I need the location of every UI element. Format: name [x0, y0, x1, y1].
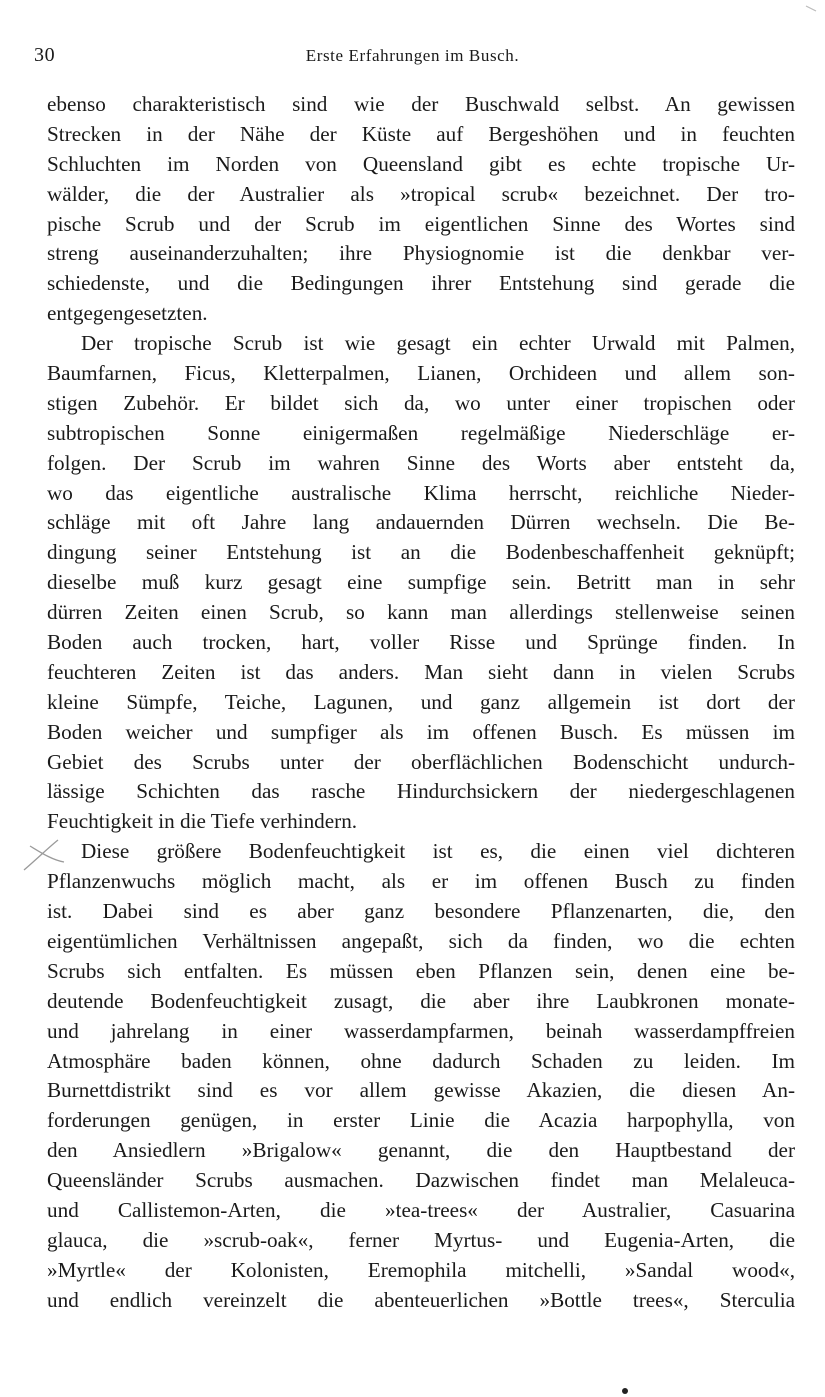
text-line: streng auseinanderzuhalten; ihre Physiognomie ist die denkbar ver- [47, 241, 795, 266]
text-line: Queensländer Scrubs ausmachen. Dazwischen findet man Melaleuca- [47, 1168, 795, 1193]
text-line: wälder, die der Australier als »tropical scrub« bezeichnet. Der tro- [47, 181, 795, 206]
text-line: »Myrtle« der Kolonisten, Eremophila mitchelli, »Sandal wood«, [47, 1257, 795, 1282]
text-line: feuchteren Zeiten ist das anders. Man sieht dann in vielen Scrubs [47, 659, 795, 684]
text-line: Baumfarnen, Ficus, Kletterpalmen, Lianen, Orchideen und allem son- [47, 361, 795, 386]
text-line: schiedenste, und die Bedingungen ihrer Entstehung sind gerade die [47, 271, 795, 296]
running-head [34, 44, 791, 70]
text-line: forderungen genügen, in erster Linie die Acazia harpophylla, von [47, 1108, 795, 1133]
text-line: Der tropische Scrub ist wie gesagt ein echter Urwald mit Palmen, [81, 331, 795, 356]
text-line: Strecken in der Nähe der Küste auf Bergeshöhen und in feuchten [47, 121, 795, 146]
text-line: lässige Schichten das rasche Hindurchsickern der niedergeschlagenen [47, 779, 795, 804]
text-line: schläge mit oft Jahre lang andauernden Dürren wechseln. Die Be- [47, 510, 795, 535]
text-line: Feuchtigkeit in die Tiefe verhindern. [47, 809, 358, 834]
text-line: dieselbe muß kurz gesagt eine sumpfige sein. Betritt man in sehr [47, 570, 795, 595]
page-number: 30 [34, 44, 56, 66]
text-line: Diese größere Bodenfeuchtigkeit ist es, die einen viel dichteren [81, 839, 795, 864]
ink-dot [622, 1388, 628, 1394]
text-line: wo das eigentliche australische Klima herrscht, reichliche Nieder- [47, 480, 795, 505]
text-line: dingung seiner Entstehung ist an die Bodenbeschaffenheit geknüpft; [47, 540, 795, 565]
text-line: Atmosphäre baden können, ohne dadurch Schaden zu leiden. Im [47, 1048, 795, 1073]
text-line: entgegengesetzten. [47, 301, 208, 326]
text-line: glauca, die »scrub-oak«, ferner Myrtus- und Eugenia-Arten, die [47, 1227, 795, 1252]
text-line: Burnettdistrikt sind es vor allem gewisse Akazien, die diesen An- [47, 1078, 795, 1103]
body-text [47, 90, 795, 1316]
text-line: stigen Zubehör. Er bildet sich da, wo unter einer tropischen oder [47, 390, 795, 415]
corner-smudge [805, 0, 817, 8]
text-line: und jahrelang in einer wasserdampfarmen, beinah wasserdampffreien [47, 1018, 795, 1043]
text-line: kleine Sümpfe, Teiche, Lagunen, und ganz allgemein ist dort der [47, 689, 795, 714]
text-line: Schluchten im Norden von Queensland gibt es echte tropische Ur- [47, 151, 795, 176]
text-line: den Ansiedlern »Brigalow« genannt, die den Hauptbestand der [47, 1138, 795, 1163]
text-line: Boden auch trocken, hart, voller Risse und Sprünge finden. In [47, 630, 795, 655]
text-line: und endlich vereinzelt die abenteuerlichen »Bottle trees«, Sterculia [47, 1287, 795, 1312]
text-line: Gebiet des Scrubs unter der oberflächlichen Bodenschicht undurch- [47, 749, 795, 774]
text-line: deutende Bodenfeuchtigkeit zusagt, die aber ihre Laubkronen monate- [47, 988, 795, 1013]
text-line: ist. Dabei sind es aber ganz besondere Pflanzenarten, die, den [47, 899, 795, 924]
text-line: subtropischen Sonne einigermaßen regelmäßige Niederschläge er- [47, 420, 795, 445]
running-title: Erste Erfahrungen im Busch. [305, 46, 520, 65]
text-line: Scrubs sich entfalten. Es müssen eben Pflanzen sein, denen eine be- [47, 958, 795, 983]
text-line: pische Scrub und der Scrub im eigentlichen Sinne des Wortes sind [47, 211, 795, 236]
text-line: ebenso charakteristisch sind wie der Buschwald selbst. An gewissen [47, 92, 795, 116]
text-line: dürren Zeiten einen Scrub, so kann man allerdings stellenweise seinen [47, 600, 795, 625]
text-line: Boden weicher und sumpfiger als im offenen Busch. Es müssen im [47, 719, 795, 744]
text-line: und Callistemon-Arten, die »tea-trees« der Australier, Casuarina [47, 1197, 795, 1222]
text-line: Pflanzenwuchs möglich macht, als er im offenen Busch zu finden [47, 869, 795, 894]
text-line: eigentümlichen Verhältnissen angepaßt, sich da finden, wo die echten [47, 928, 795, 953]
text-line: folgen. Der Scrub im wahren Sinne des Worts aber entsteht da, [47, 450, 795, 475]
